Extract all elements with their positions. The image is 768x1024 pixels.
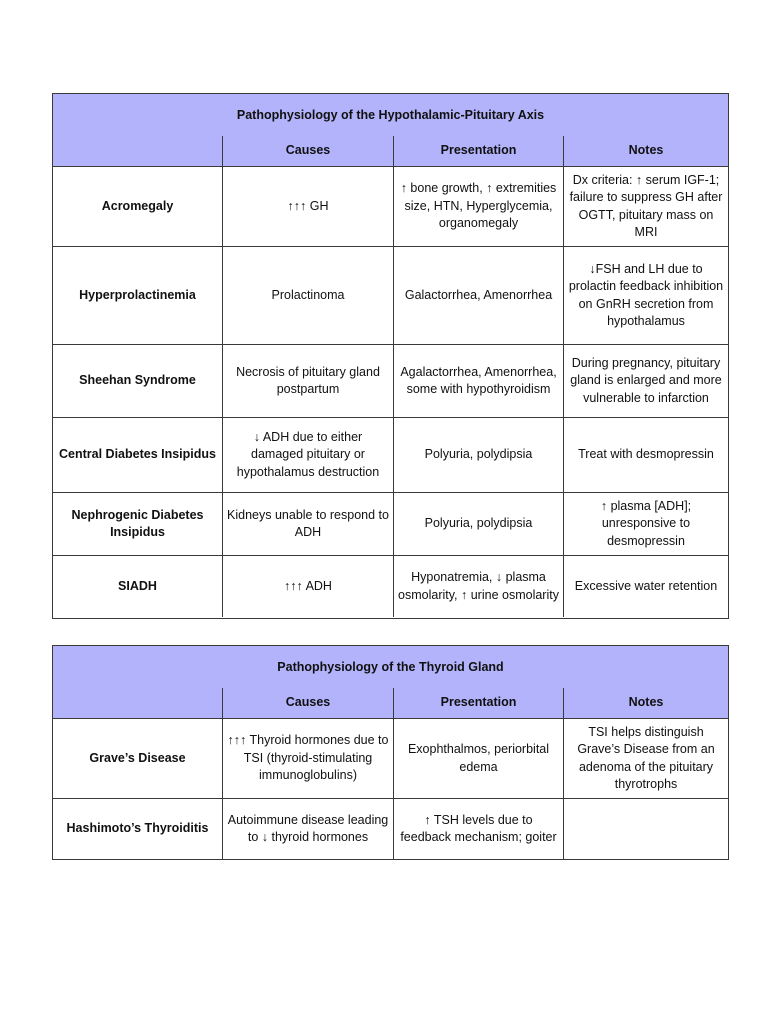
row-notes: TSI helps distinguish Grave’s Disease from an adenoma of the pituitary thyrotrophs (563, 719, 728, 798)
header-presentation: Presentation (393, 688, 563, 718)
row-presentation: ↑ TSH levels due to feedback mechanism; goiter (393, 799, 563, 859)
row-name: Hyperprolactinemia (79, 287, 196, 302)
header-notes: Notes (563, 136, 728, 166)
row-notes: ↓FSH and LH due to prolactin feedback inhibition on GnRH secretion from hypothalamus (563, 247, 728, 344)
row-notes: During pregnancy, pituitary gland is enlarged and more vulnerable to infarction (563, 345, 728, 417)
row-name: Nephrogenic Diabetes Insipidus (71, 507, 204, 539)
row-notes: Dx criteria: ↑ serum IGF-1; failure to suppress GH after OGTT, pituitary mass on MRI (563, 167, 728, 246)
table-row (53, 555, 728, 617)
table-row (53, 798, 728, 859)
row-name: SIADH (118, 578, 157, 593)
row-causes: ↑↑↑ ADH (222, 556, 393, 617)
table-row (53, 246, 728, 344)
table-title: Pathophysiology of the Hypothalamic-Pituitary Axis (236, 108, 545, 122)
row-presentation: Exophthalmos, periorbital edema (393, 719, 563, 798)
row-name: Sheehan Syndrome (79, 373, 196, 388)
row-notes: Excessive water retention (563, 556, 728, 617)
table-hypothalamic-pituitary (52, 93, 729, 619)
table-row (53, 417, 728, 492)
row-notes: ↑ plasma [ADH]; unresponsive to desmopressin (563, 493, 728, 555)
row-causes: Autoimmune disease leading to ↓ thyroid hormones (222, 799, 393, 859)
row-presentation: Agalactorrhea, Amenorrhea, some with hypothyroidism (393, 345, 563, 417)
table-row (53, 166, 728, 246)
row-name: Grave’s Disease (89, 750, 186, 765)
row-presentation: Polyuria, polydipsia (393, 493, 563, 555)
row-causes: Necrosis of pituitary gland postpartum (222, 345, 393, 417)
header-blank (53, 688, 222, 718)
row-notes (563, 799, 728, 859)
table-row (53, 718, 728, 798)
row-notes: Treat with desmopressin (563, 418, 728, 492)
row-causes: ↓ ADH due to either damaged pituitary or hypothalamus destruction (222, 418, 393, 492)
table-header-row (53, 688, 728, 718)
row-name: Central Diabetes Insipidus (59, 447, 216, 462)
row-presentation: Hyponatremia, ↓ plasma osmolarity, ↑ urine osmolarity (393, 556, 563, 617)
row-causes: Kidneys unable to respond to ADH (222, 493, 393, 555)
table-header-row (53, 136, 728, 166)
header-causes: Causes (222, 688, 393, 718)
table-title-row (53, 646, 728, 688)
row-presentation: Polyuria, polydipsia (393, 418, 563, 492)
row-presentation: ↑ bone growth, ↑ extremities size, HTN, Hyperglycemia, organomegaly (393, 167, 563, 246)
table-title-row (53, 94, 728, 136)
header-presentation: Presentation (393, 136, 563, 166)
header-blank (53, 136, 222, 166)
row-name: Hashimoto’s Thyroiditis (66, 821, 209, 836)
row-name: Acromegaly (101, 198, 174, 213)
row-presentation: Galactorrhea, Amenorrhea (393, 247, 563, 344)
table-row (53, 492, 728, 555)
table-row (53, 344, 728, 417)
row-causes: ↑↑↑ GH (222, 167, 393, 246)
header-notes: Notes (563, 688, 728, 718)
row-causes: ↑↑↑ Thyroid hormones due to TSI (thyroid-stimulating immunoglobulins) (222, 719, 393, 798)
table-thyroid (52, 645, 729, 860)
header-causes: Causes (222, 136, 393, 166)
row-causes: Prolactinoma (222, 247, 393, 344)
table-title: Pathophysiology of the Thyroid Gland (277, 660, 504, 674)
